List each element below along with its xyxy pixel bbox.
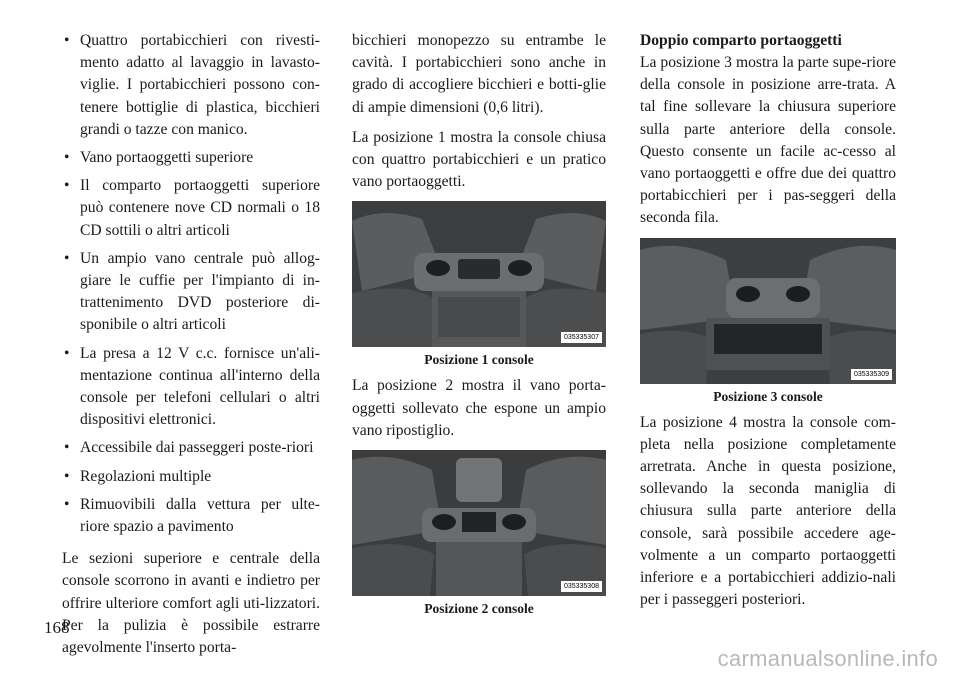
list-item: • Vano portaoggetti superiore xyxy=(62,147,320,169)
page-number: 168 xyxy=(44,618,70,637)
figure-code: 035335308 xyxy=(561,581,602,592)
body-paragraph: La posizione 3 mostra la parte supe-riore della console in posizione arre-trata. A tal fine sollevare la chiusura superiore sulla parte anteriore della console. Questo consente un facile ac-cesso al vano portaoggetti e offre due dei quattro portabicchieri per i pas-seggeri della seconda fila. xyxy=(640,54,896,227)
console-position-1-photo xyxy=(352,201,606,347)
list-item: • Quattro portabicchieri con rivesti-mento adatto al lavaggio in lavasto-viglie. I portabicchieri possono con-tenere bottiglie di plastica, bicchieri grandi o tazze con manico. xyxy=(62,30,320,141)
console-position-2-photo xyxy=(352,450,606,596)
column-3 xyxy=(640,30,896,619)
feature-list xyxy=(62,30,320,538)
column-2 xyxy=(352,30,606,624)
body-paragraph: bicchieri monopezzo su entrambe le cavità. I portabicchieri sono anche in grado di accogliere bicchieri e botti-glie di ampie dimensioni (0,6 litri). xyxy=(352,32,606,116)
console-raised-illustration xyxy=(352,450,606,596)
list-item: • La presa a 12 V c.c. fornisce un'ali-mentazione continua all'interno della console per telefoni cellulari o altri dispositivi elettronici. xyxy=(62,343,320,432)
body-paragraph: La posizione 4 mostra la console com-pleta nella posizione completamente arretrata. Anche in questa posizione, sollevando la seconda maniglia di chiusura sulla parte anteriore della console, sarà possibile accedere age-volmente a un comparto portaoggetti inferiore e a portabicchieri addizio-nali per i passeggeri posteriori. xyxy=(640,413,896,609)
figure-code: 035335309 xyxy=(851,369,892,380)
console-position-3-photo xyxy=(640,238,896,384)
list-item: • Accessibile dai passeggeri poste-riori xyxy=(62,437,320,459)
body-paragraph: La posizione 2 mostra il vano porta-oggetti sollevato che espone un ampio vano ripostiglio. xyxy=(352,377,606,439)
list-item: • Regolazioni multiple xyxy=(62,466,320,488)
list-item: • Rimuovibili dalla vettura per ulte-riore spazio a pavimento xyxy=(62,494,320,538)
figure-position-3 xyxy=(640,238,896,406)
body-paragraph: Le sezioni superiore e centrale della console scorrono in avanti e indietro per offrire ulteriore comfort agli uti-lizzatori. Per la pulizia è possibile estrarre agevolmente l'inserto porta- xyxy=(62,550,320,657)
body-paragraph: La posizione 1 mostra la console chiusa con quattro portabicchieri e un pratico vano portaoggetti. xyxy=(352,128,606,191)
column-1 xyxy=(62,30,320,667)
figure-position-2 xyxy=(352,450,606,618)
figure-caption: Posizione 1 console xyxy=(424,352,534,368)
figure-position-1 xyxy=(352,201,606,369)
figure-caption: Posizione 2 console xyxy=(424,601,534,617)
figure-code: 035335307 xyxy=(561,332,602,343)
section-heading: Doppio comparto portaoggetti xyxy=(640,32,842,49)
list-item: • Un ampio vano centrale può allog-giare le cuffie per l'impianto di in-trattenimento DVD posteriore di-sponibile o altri articoli xyxy=(62,248,320,337)
watermark: carmanualsonline.info xyxy=(717,646,938,671)
console-closed-illustration xyxy=(352,201,606,347)
console-rearward-illustration xyxy=(640,238,896,384)
figure-caption: Posizione 3 console xyxy=(713,388,823,404)
list-item: • Il comparto portaoggetti superiore può contenere nove CD normali o 18 CD sottili o altri articoli xyxy=(62,175,320,242)
